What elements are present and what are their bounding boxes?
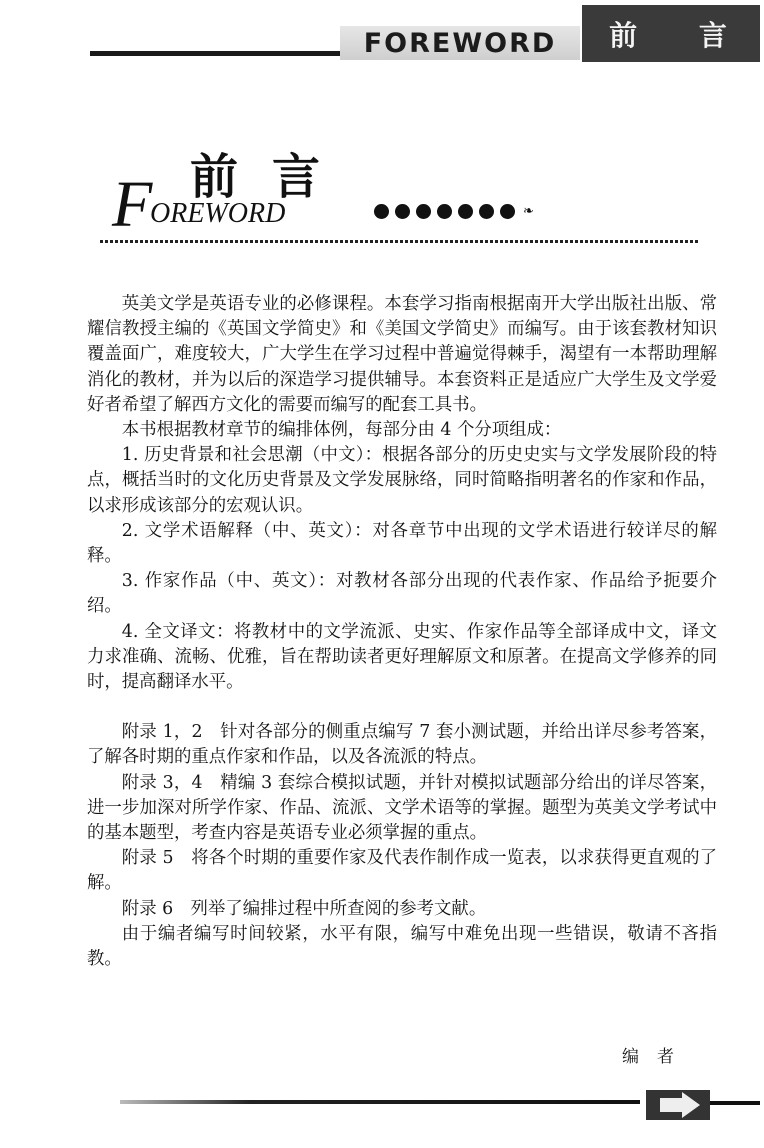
appendix-paragraph: 附录 5 将各个时期的重要作家及代表作制作成一览表，以求获得更直观的了解。 bbox=[87, 848, 717, 894]
dot-icon bbox=[395, 204, 410, 219]
spacer bbox=[87, 695, 717, 720]
paragraph: 4. 全文译文：将教材中的文学流派、史实、作家作品等全部译成中文，译文力求准确、流畅、优雅，旨在帮助读者更好理解原文和原著。在提高文学修养的同时，提高翻译水平。 bbox=[87, 621, 717, 693]
closing-paragraph: 由于编者编写时间较紧，水平有限，编写中难免出现一些错误，敬请不吝指教。 bbox=[87, 923, 717, 970]
paragraph: 2. 文学术语解释（中、英文）：对各章节中出现的文学术语进行较详尽的解释。 bbox=[87, 520, 717, 567]
arrow-right-icon[interactable] bbox=[646, 1086, 710, 1124]
paragraph: 1. 历史背景和社会思潮（中文）：根据各部分的历史史实与文学发展阶段的特点，概括当时的文化历史背景及文学发展脉络，同时简略指明著名的作家和作品，以求形成该部分的宏观认识。 bbox=[87, 445, 717, 516]
paragraph: 本书根据教材章节的编排体例，每部分由 4 个分项组成： bbox=[121, 420, 562, 441]
appendix-paragraph: 附录 6 列举了编排过程中所查阅的参考文献。 bbox=[121, 898, 487, 919]
title-chinese: 前言 bbox=[190, 149, 355, 205]
paragraph: 英美文学是英语专业的必修课程。本套学习指南根据南开大学出版社出版、常耀信教授主编的《英国文学简史》和《美国文学简史》而编写。由于该套教材知识覆盖面广，难度较大，广大学生在学习过程中普遍觉得棘手，渴望有一本帮助理解消化的教材，并为以后的深造学习提供辅导。本套资料正是适应广大学生及文学爱好者希望了解西方文化的需要而编写的配套工具书。 bbox=[87, 294, 717, 415]
footer-rule-tail bbox=[710, 1101, 760, 1105]
dot-icon bbox=[374, 204, 389, 219]
title-english-rest: OREWORD bbox=[150, 198, 286, 229]
title-english-capital: F bbox=[112, 168, 153, 238]
title-english-script bbox=[110, 168, 350, 238]
dot-icon bbox=[437, 204, 452, 219]
header-chinese-box: 前 言 bbox=[582, 5, 760, 62]
paragraph: 3. 作家作品（中、英文）：对教材各部分出现的代表作家、作品给予扼要介绍。 bbox=[87, 571, 717, 617]
dot-icon bbox=[458, 204, 473, 219]
flourish-icon: ❧ bbox=[523, 204, 534, 219]
header-english-label: FOREWORD bbox=[340, 26, 580, 60]
footer-rule bbox=[120, 1100, 640, 1104]
dot-icon bbox=[500, 204, 515, 219]
author-signature: 编者 bbox=[622, 1047, 692, 1067]
foreword-body bbox=[87, 292, 717, 972]
appendix-paragraph: 附录 1，2 针对各部分的侧重点编写 7 套小测试题，并给出详尽参考答案，了解各时期的重点作家和作品，以及各流派的特点。 bbox=[87, 722, 717, 768]
dot-icon bbox=[416, 204, 431, 219]
title-dotted-rule bbox=[100, 240, 698, 243]
decorative-dots bbox=[374, 204, 534, 219]
header-rule bbox=[90, 51, 340, 56]
dot-icon bbox=[479, 204, 494, 219]
appendix-paragraph: 附录 3，4 精编 3 套综合模拟试题，并针对模拟试题部分给出的详尽答案，进一步加深对所学作家、作品、流派、文学术语等的掌握。题型为英美文学考试中的基本题型，考查内容是英语专业必须掌握的重点。 bbox=[87, 772, 717, 844]
